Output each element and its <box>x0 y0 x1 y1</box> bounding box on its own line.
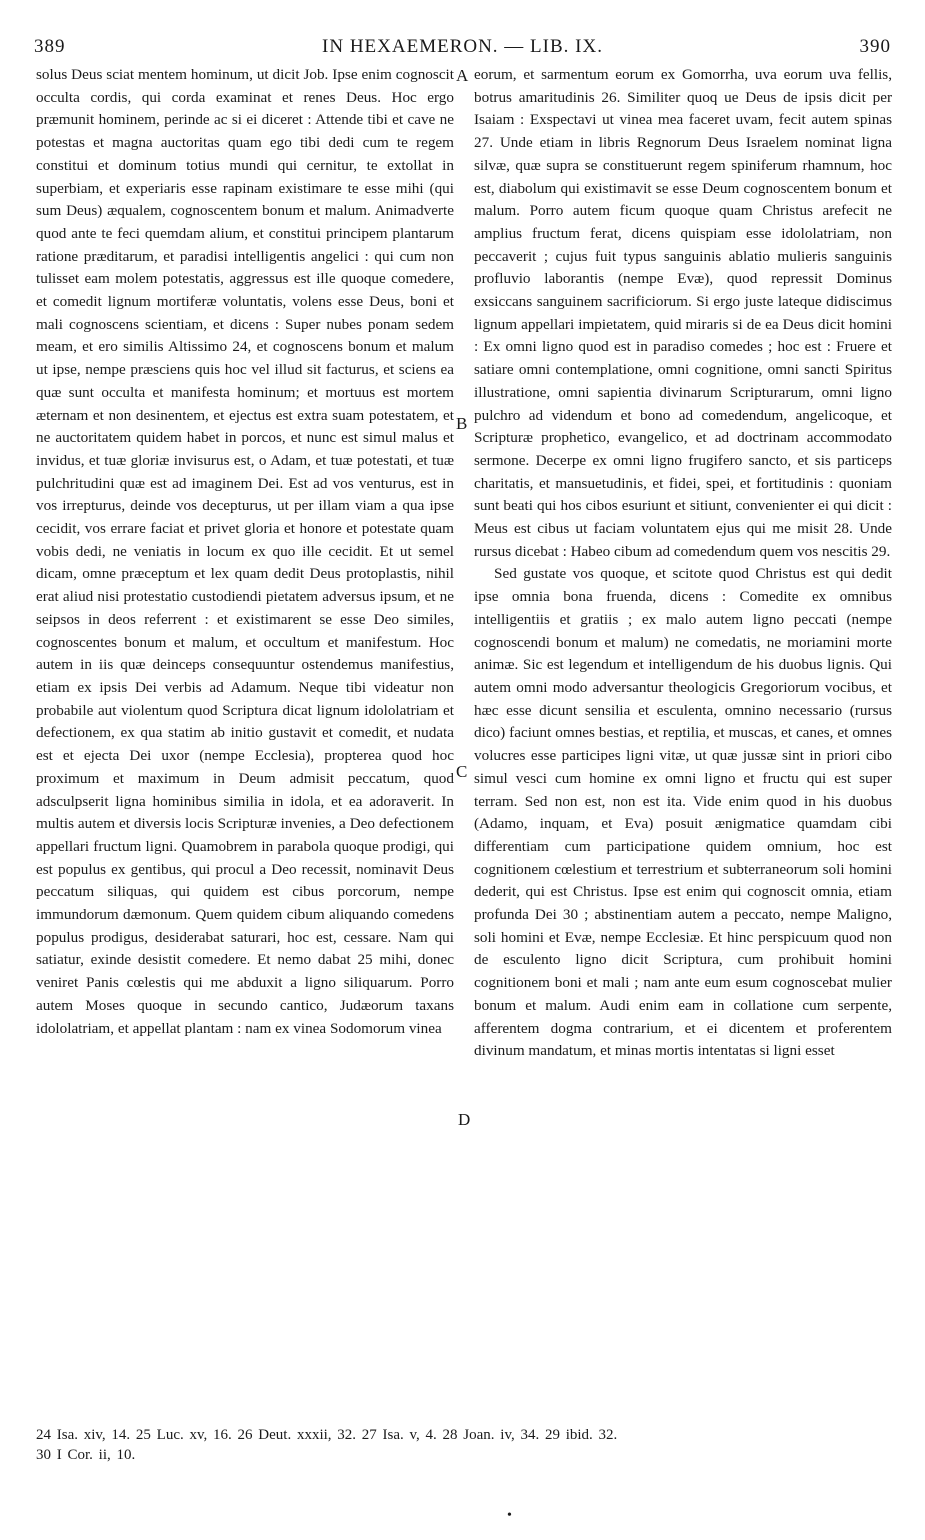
left-column <box>36 64 454 1040</box>
margin-letter-b: B <box>456 414 468 433</box>
page-number-right: 390 <box>859 36 891 57</box>
page-number-left: 389 <box>34 36 66 57</box>
footnote-line: 30 I Cor. ii, 10. <box>36 1447 136 1463</box>
paragraph: solus Deus sciat mentem hominum, ut dicit Job. Ipse enim cognoscit occulta cordis, qui corda examinat et renes Deus. Hoc ergo præmunit hominem, perinde ac si ei diceret : Attende tibi et cave ne potestas et magna auctoritas quam ego tibi dedi cum te regem constitui et dominum totius mundi qui cernitur, te extollat in superbiam, et experiaris esse rapinam existimare te esse mihi (qui sum Deus) æqualem, cognoscentem bonum et malum. Animadverte quod ante te feci quemdam alium, et constitui principem plantarum ratione præditarum, et paradisi intelligentis angelici : qui cum non tulisset eam molem potestatis, aggressus est ille quoque comedere, et comedit lignum mortiferæ voluntatis, volens esse Deus, boni et mali cognoscens scientiam, et dicens : Super nubes ponam sedem meam, et ero similis Altissimo 24, et cognoscens bonum et malum ut ipse, nempe præsciens quis hoc vel illud sit facturus, et sciens ea quæ sunt occulta et manifesta hominum; et mortuus est mortem æternam et non desinentem, et ejectus est extra suam potestatem, et ne auctoritatem quidem habet in porcos, et nunc est simul malus et invidus, et tuæ gloriæ invisurus est, o Adam, et tuæ potestati, et tuæ pulchritudini quæ est ad imaginem Dei. Est ad vos venturus, est in vos irrepturus, deinde vos decepturus, ut per illam viam a qua ipse cecidit, vos errare faciat et privet gloria et honore et potestate quam vobis dedi, ne veniatis in locum ex quo ille cecidit. Et ut semel dicam, omne præceptum et lex quam dedit Deus protoplastis, nihil erat aliud nisi protestatio custodiendi pietatem adversus ipsum, et ne seipsos in deos referrent : et existimarent se esse Deo similes, cognoscentes bonum et malum, et occultum et manifestum. Hoc autem in iis quæ deinceps consequuntur ostendemus manifestius, etiam ex ipsis Dei verbis ad Adamum. Neque tibi videatur non probabile aut violentum quod Scriptura dicat lignum idololatriam et defectionem, ex qua statim ab initio gustavit et comedit, et nudata est et ejecta Dei uxor (nempe Ecclesia), propterea quod hoc proximum et maximum in Deum admisit peccatum, quod adsculpserit ligna hominibus similia in idola, et ea adoraverit. In multis autem et diversis locis Scripturæ invenies, a Deo defectionem appellari fructum ligni. Quamobrem in parabola quoque prodigi, qui est populus ex gentibus, qui procul a Deo recessit, nominavit Deus peccatum siliquas, qui quidem est cibus porcorum, nempe immundorum dæmonum. Quem quidem cibum aliquando comedens populus prodigus, desiderabat saturari, hoc est, cessare. Nam qui satiatur, exinde desistit comedere. Et nemo dabat 25 mihi, donec veniret Panis cœlestis qui me abduxit a ligno siliquarum. Porro autem Moses quoque in secundo cantico, Judæorum taxans idololatriam, et appellat plantam : nam ex vinea Sodomorum vinea <box>36 66 454 1037</box>
right-column <box>474 64 892 1063</box>
margin-letter-c: C <box>456 762 468 781</box>
footnote-line: 24 Isa. xiv, 14. 25 Luc. xv, 16. 26 Deut. xxxii, 32. 27 Isa. v, 4. 28 Joan. iv, 34. 29 ibid. 32. <box>36 1427 618 1443</box>
margin-letter-a: A <box>456 66 469 85</box>
paragraph: Sed gustate vos quoque, et scitote quod Christus est qui dedit ipse omnia bona fruenda, dicens : Comedite ex omnibus intelligentiis et gratiis ; ex malo autem ligno peccati (nempe cognoscendi bonum et malum) ne comedatis, ne moriamini morte animæ. Sic est legendum et intelligendum de his duobus lignis. Qui autem omni modo adversantur theologicis Gregoriorum vocibus, et hæc esse dicunt sensilia et esculenta, omnino necessario (rursus dico) faciunt omnes bestias, et reptilia, et muscas, et canes, et omnes volucres esse participes ligni vitæ, ut quæ jussæ sint in priori cibo simul vesci cum homine ex omni ligno et fructu qui est super terram. Sed non est, non est ita. Vide enim quod in his duobus (Adamo, inquam, et Eva) posuit ænigmatice quamdam cibi differentiam cum participatione quidem omnium, hoc est cognitionem cœlestium et terrestrium et subterraneorum soli homini dederit, qui est Christus. Ipse est enim qui cognoscit omnia, etiam profunda Dei 30 ; abstinentiam autem a peccato, nempe Maligno, soli homini et Evæ, nempe Ecclesiæ. Et hinc perspicuum quod non de esculento ligno dicit Scriptura, cum prohibuit homini cognitionem boni et mali ; nam ante eum esum cognoscebat mulier bonum et malum. Audi enim eam in collatione cum serpente, afferentem dogma contrarium, et ei dicentem et proferentem divinum mandatum, et minas mortis intentatas si ligni esset <box>474 565 892 1060</box>
running-header <box>34 36 891 66</box>
running-title: IN HEXAEMERON. — LIB. IX. <box>322 36 603 57</box>
margin-letter-d: D <box>458 1110 471 1129</box>
footnotes <box>36 1425 895 1465</box>
paragraph: eorum, et sarmentum eorum ex Gomorrha, uva eorum uva fellis, botrus amaritudinis 26. Similiter quoq ue Deus de ipsis dicit per Isaiam : Exspectavi ut vinea mea faceret uvam, fecit autem spinas 27. Unde etiam in libris Regnorum Deus Israelem nominat ligna silvæ, quæ supra se constituerunt regem spiniferum rhamnum, hoc est, diabolum qui existimavit se esse Deum cognoscentem bonum et malum. Porro autem ficum quoque quam Christus arefecit ne amplius fructum ferat, dicens quispiam esse idololatriam, non peccaverit ; cujus fuit typus sanguinis ablatio mulieris sanguinis profluvio laborantis (nempe Evæ), quod repressit Dominus exsiccans sanguinem sacrificiorum. Si ergo juste lateque didiscimus lignum appellari impietatem, quid miraris si de ea Deus dicit homini : Ex omni ligno quod est in paradiso comedes ; hoc est : Fruere et satiare omni contemplatione, omni cognitione, omni sancti Spiritus illustratione, omni sapientia divinarum Scripturarum, omni ligno pulchro ad videndum et bono ad comedendum, angelicoque, et Scripturæ prophetico, evangelico, et ad doctrinam accommodato sermone. Decerpe ex omni ligno frugifero sancto, et sis particeps charitatis, et mansuetudinis, et fidei, spei, et fortitudinis : quoniam sunt beati qui hos cibos esuriunt et sitiunt, convenienter ei qui dicit : Meus est cibus ut faciam voluntatem ejus qui me misit 28. Unde rursus dicebat : Habeo cibum ad comedendum quem vos nescitis 29. <box>474 66 892 560</box>
bottom-mark: • <box>507 1508 512 1523</box>
